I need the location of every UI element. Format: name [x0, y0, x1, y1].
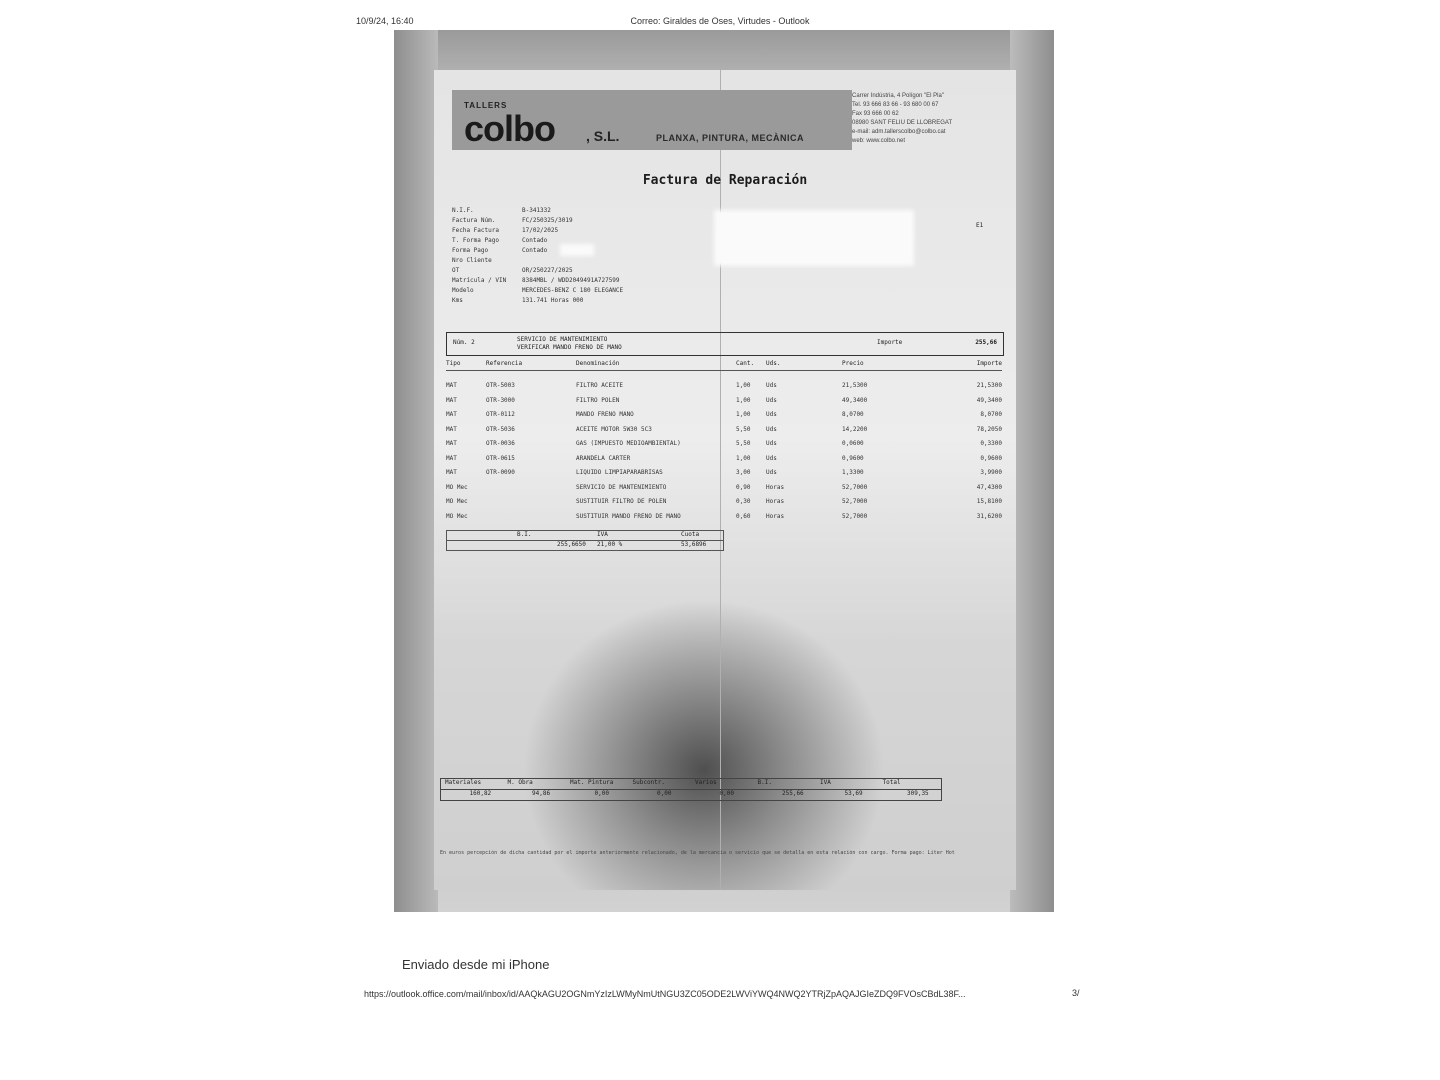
- section-description: SERVICIO DE MANTENIMIENTO VERIFICAR MANDO FRENO DE MANO: [517, 336, 622, 351]
- scanned-invoice-image: [394, 30, 1054, 912]
- print-title: Correo: Giraldes de Oses, Virtudes - Outlook: [630, 16, 810, 26]
- service-section-box: [446, 332, 1004, 356]
- cell-precio: 0,9600: [842, 454, 864, 462]
- cell-cant: 0,30: [736, 498, 751, 505]
- page-number: 3/: [1072, 988, 1080, 998]
- totals-value-cell: 160,82: [469, 790, 492, 797]
- cell-den: LIQUIDO LIMPIAPARABRISAS: [576, 469, 663, 476]
- meta-row: Fecha Factura 17/02/2025: [452, 227, 559, 234]
- print-date: 10/9/24, 16:40: [356, 16, 414, 26]
- logo-tagline: PLANXA, PINTURA, MECÀNICA: [656, 133, 805, 143]
- totals-header-cell: Mat. Pintura: [570, 779, 614, 786]
- cell-tipo: MAT: [446, 425, 457, 433]
- table-row: [446, 469, 1002, 484]
- cell-uds: Horas: [766, 498, 785, 505]
- section-importe-label: Importe: [877, 339, 903, 346]
- totals-values: [440, 789, 942, 801]
- meta-row: T. Forma Pago Contado: [452, 237, 548, 244]
- contact-line: e-mail: adm.tallerscolbo@colbo.cat: [852, 129, 946, 135]
- table-row: [446, 440, 1002, 455]
- invoice-title: Factura de Reparación: [642, 173, 808, 188]
- cell-ref: OTR-0036: [486, 440, 515, 447]
- cell-importe: 31,6200: [976, 512, 1002, 520]
- cell-tipo: MO Mec: [446, 512, 468, 520]
- cell-precio: 21,5300: [842, 382, 868, 389]
- totals-value-cell: 0,00: [594, 790, 609, 797]
- cell-cant: 1,00: [736, 396, 751, 404]
- cell-precio: 52,7000: [842, 483, 868, 491]
- invoice-meta: [452, 206, 623, 306]
- cell-tipo: MAT: [446, 396, 457, 404]
- cell-den: MANDO FRENO MANO: [576, 411, 634, 418]
- cell-tipo: MO Mec: [446, 483, 468, 491]
- totals-header-cell: Materiales: [445, 779, 482, 786]
- cell-ref: OTR-0090: [486, 469, 515, 476]
- logo-talleres: TALLERS: [464, 101, 508, 110]
- contact-line: web: www.colbo.net: [852, 138, 906, 144]
- totals-value-cell: 255,66: [782, 790, 804, 797]
- cell-den: ARANDELA CARTER: [576, 454, 631, 462]
- cell-importe: 8,0700: [980, 411, 1002, 418]
- table-row: [446, 484, 1002, 499]
- cell-uds: Uds: [766, 454, 777, 462]
- totals-header-cell: Varios: [695, 779, 717, 786]
- cell-tipo: MAT: [446, 454, 457, 462]
- scan-shadow-right: [1010, 30, 1054, 912]
- cell-precio: 52,7000: [842, 512, 868, 520]
- cell-uds: Uds: [766, 411, 777, 418]
- meta-row: Forma Pago Contado: [452, 247, 548, 254]
- table-row: [446, 513, 1002, 528]
- page-url: https://outlook.office.com/mail/inbox/id/AAQkAGU2OGNmYzIzLWMyNmUtNGU3ZC05ODE2LWViYWQ4NWQ2YTRjZpAQAJGIeZDQ9FVOsCBdL38F...: [364, 989, 966, 999]
- meta-row: Modelo MERCEDES-BENZ C 180 ELEGANCE: [452, 287, 624, 294]
- cell-precio: 52,7000: [842, 498, 868, 505]
- totals-header-cell: Total: [882, 779, 901, 786]
- scan-shadow-left: [394, 30, 438, 912]
- cell-den: SERVICIO DE MANTENIMIENTO: [576, 483, 667, 491]
- section-importe: 255,66: [975, 339, 997, 346]
- table-row: [446, 426, 1002, 441]
- table-row: [446, 411, 1002, 426]
- cell-tipo: MO Mec: [446, 498, 468, 505]
- cell-uds: Horas: [766, 483, 785, 491]
- cell-precio: 0,0600: [842, 440, 864, 447]
- cell-uds: Uds: [766, 425, 777, 433]
- sent-from-signature: Enviado desde mi iPhone: [402, 957, 550, 972]
- cell-den: GAS (IMPUESTO MEDIOAMBIENTAL): [576, 440, 681, 447]
- cell-ref: OTR-3000: [486, 396, 515, 404]
- cell-cant: 0,90: [736, 483, 751, 491]
- cell-tipo: MAT: [446, 469, 457, 476]
- cell-ref: OTR-5036: [486, 425, 515, 433]
- totals-header-cell: Subcontr.: [632, 779, 666, 786]
- cell-cant: 1,00: [736, 411, 751, 418]
- right-code: E1: [976, 222, 984, 229]
- cell-uds: Uds: [766, 469, 777, 476]
- cell-cant: 3,00: [736, 469, 751, 476]
- cell-importe: 0,9600: [980, 454, 1002, 462]
- totals-value-cell: 309,35: [907, 790, 929, 797]
- cell-precio: 49,3400: [842, 396, 868, 404]
- contact-line: Fax 93 666 00 62: [852, 111, 899, 117]
- cell-importe: 21,5300: [976, 382, 1002, 389]
- table-row: [446, 498, 1002, 513]
- invoice-lines: [446, 382, 1002, 527]
- cell-cant: 1,00: [736, 382, 751, 389]
- cell-den: SUSTITUIR MANDO FRENO DE MANO: [576, 512, 681, 520]
- invoice-paper: [434, 70, 1016, 890]
- meta-row: OT OR/250227/2025: [452, 267, 573, 274]
- section-number: Núm. 2: [453, 339, 475, 346]
- totals-header-cell: IVA: [820, 779, 831, 786]
- cell-cant: 5,50: [736, 425, 751, 433]
- cell-precio: 8,0700: [842, 411, 864, 418]
- cell-cant: 0,60: [736, 512, 751, 520]
- cell-den: SUSTITUIR FILTRO DE POLEN: [576, 498, 667, 505]
- cell-den: ACEITE MOTOR 5W30 5C3: [576, 425, 652, 433]
- cell-cant: 5,50: [736, 440, 751, 447]
- meta-row: Factura Núm. FC/250325/3019: [452, 217, 573, 224]
- contact-line: Carrer Indústria, 4 Polígon "El Pla": [852, 93, 944, 99]
- invoice-totals: [440, 778, 940, 802]
- meta-row: Matrícula / VIN 8384MBL / WDD2049491A727599: [452, 277, 620, 284]
- totals-header-cell: M. Obra: [507, 779, 533, 786]
- cell-tipo: MAT: [446, 440, 457, 447]
- cell-cant: 1,00: [736, 454, 751, 462]
- cell-importe: 47,4300: [976, 483, 1002, 491]
- cell-ref: OTR-0615: [486, 454, 515, 462]
- subtotal-header: B.I. IVA Cuota: [446, 530, 724, 541]
- cell-importe: 49,3400: [976, 396, 1002, 404]
- cell-ref: OTR-5003: [486, 382, 515, 389]
- table-header: Tipo Referencia Denominación Cant. Uds. Precio Importe: [446, 360, 1002, 371]
- meta-row: N.I.F. B-341332: [452, 207, 551, 214]
- print-header: [0, 16, 1440, 30]
- cell-importe: 78,2050: [976, 425, 1002, 433]
- cell-ref: OTR-0112: [486, 411, 515, 418]
- redacted-client-id: [560, 244, 594, 256]
- cell-importe: 0,3300: [980, 440, 1002, 447]
- totals-header-cell: B.I.: [757, 779, 772, 786]
- totals-value-cell: 0,00: [719, 790, 734, 797]
- logo-suffix: , S.L.: [586, 128, 620, 144]
- cell-precio: 14,2200: [842, 425, 868, 433]
- table-row: [446, 455, 1002, 470]
- logo-name: colbo: [464, 108, 555, 149]
- totals-value-cell: 53,69: [844, 790, 863, 797]
- meta-row: Nro Cliente: [452, 257, 492, 264]
- cell-precio: 1,3300: [842, 469, 864, 476]
- cell-den: FILTRO ACEITE: [576, 382, 623, 389]
- table-row: [446, 397, 1002, 412]
- cell-uds: Uds: [766, 440, 777, 447]
- cell-tipo: MAT: [446, 411, 457, 418]
- cell-tipo: MAT: [446, 382, 457, 389]
- redacted-client-address: [714, 210, 914, 266]
- contact-line: Tel. 93 666 83 66 - 93 680 00 67: [852, 102, 939, 108]
- cell-den: FILTRO POLEN: [576, 396, 620, 404]
- vat-subtotal: [446, 530, 722, 550]
- meta-row: Kms 131.741 Horas 000: [452, 297, 584, 304]
- subtotal-values: 255,6650 21,00 % 53,6896: [446, 540, 724, 551]
- cell-uds: Horas: [766, 512, 785, 520]
- cell-importe: 15,8100: [976, 498, 1002, 505]
- contact-line: 08980 SANT FELIU DE LLOBREGAT: [852, 120, 953, 126]
- totals-value-cell: 94,86: [532, 790, 551, 797]
- table-row: [446, 382, 1002, 397]
- cell-uds: Uds: [766, 396, 777, 404]
- cell-uds: Uds: [766, 382, 777, 389]
- invoice-footnote: En euros percepción de dicha cantidad por el importe anteriormente relacionado, de la mercancía o servicio que se detalla en esta relación con cargo. Forma pago: Liter Hot: [440, 850, 955, 856]
- cell-importe: 3,9900: [980, 469, 1002, 476]
- totals-value-cell: 0,00: [657, 790, 672, 797]
- company-contact: [852, 92, 1002, 146]
